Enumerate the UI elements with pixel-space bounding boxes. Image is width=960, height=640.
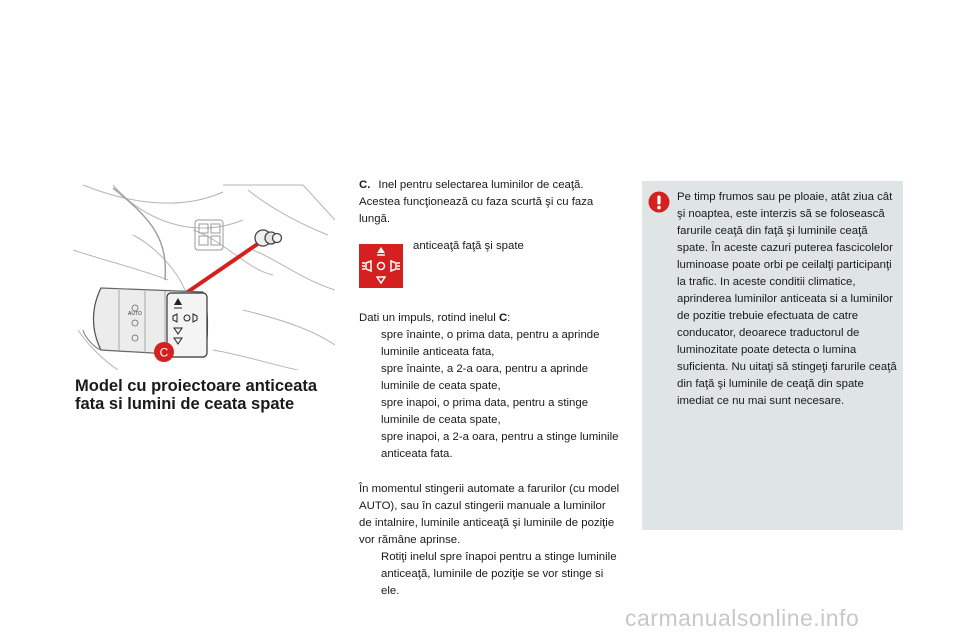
section-title: Model cu proiectoare anticeata fata si lumini de ceata spate: [75, 377, 318, 413]
instructions-column: [359, 177, 621, 600]
impulse-intro-text: Dati un impuls, rotind inelul: [359, 312, 496, 324]
watermark: carmanualsonline.info: [625, 605, 860, 631]
exclamation-icon: [648, 191, 670, 213]
impulse-ring-label: C: [498, 312, 508, 324]
lighting-stalk-illustration: [73, 180, 335, 370]
fog-ring: [167, 293, 207, 357]
ring-c-text: Inel pentru selectarea luminilor de ceaţă. Acestea funcţionează cu faza scurtă şi cu faza lungă.: [359, 179, 594, 225]
list-item: spre inapoi, o prima data, pentru a stinge luminile de ceata spate,: [381, 397, 589, 426]
impulse-intro-colon: :: [507, 312, 511, 324]
ring-c-marker-label: C: [159, 345, 169, 360]
impulse-intro: [359, 310, 621, 327]
front-rear-fog-light-icon: [359, 244, 403, 288]
ring-c-marker: [154, 342, 174, 362]
impulse-steps-list: [359, 327, 621, 463]
list-item: spre inapoi, a 2-a oara, pentru a stinge luminile anticeata fata.: [381, 431, 619, 460]
ring-c-description: [359, 177, 621, 228]
list-item: Rotiţi inelul spre înapoi pentru a stinge luminile anticeaţă, luminile de poziţie se vor stinge si ele.: [381, 551, 617, 597]
list-item: spre înainte, a 2-a oara, pentru a aprinde luminile de ceata spate,: [381, 363, 589, 392]
ring-knob-distant: [255, 230, 282, 246]
warning-box: [642, 181, 903, 530]
stalk-auto-label: AUTO: [128, 311, 142, 317]
warning-text: Pe timp frumos sau pe ploaie, atât ziua cât şi noaptea, este interzis să se folosească farurile ceaţă din faţă şi luminile ceaţă spate. În aceste cazuri puterea fascicolelor luminoase poate orbi pe ceilalţi participanţi la trafic. In aceste conditii climatice, aprinderea luminilor anticeata si a luminilor de pozitie trebuie efectuata de catre conducator, deoarece traductorul de luminozitate poate detecta o lumina suficienta. Nu uitaţi să stingeţi farurile ceaţă din faţă şi luminile de ceaţă din spate imediat ce nu mai sunt necesare.: [677, 191, 897, 407]
list-item: spre înainte, o prima data, pentru a aprinde luminile anticeata fata,: [381, 329, 600, 358]
auto-off-paragraph: În momentul stingerii automate a farurilor (cu model AUTO), sau în cazul stingerii manuale a luminilor de intalnire, luminile anticeaţă şi luminile de poziţie vor rămâne aprinse.: [359, 483, 620, 546]
fog-lights-row: [359, 238, 621, 288]
fog-lights-caption: anticeaţă faţă şi spate: [413, 240, 524, 252]
auto-off-steps-list: [359, 549, 621, 600]
ring-c-label: C.: [359, 179, 371, 191]
